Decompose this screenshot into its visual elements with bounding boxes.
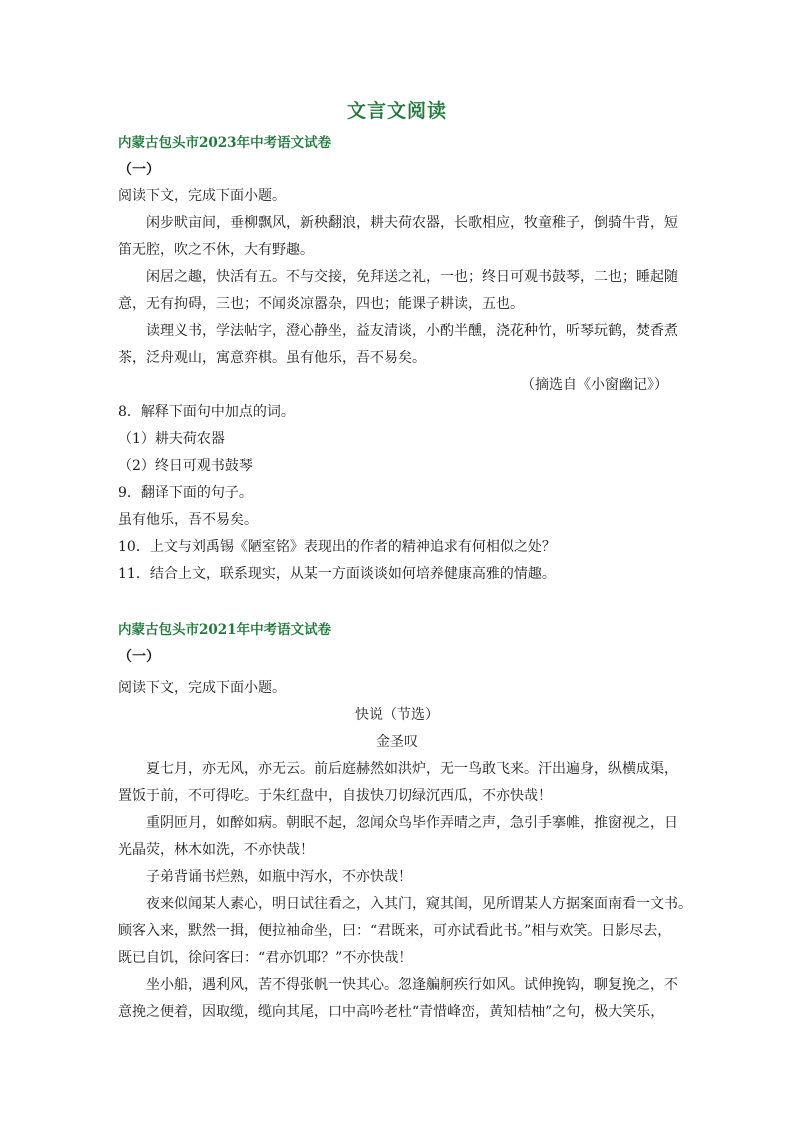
page-title: 文言文阅读 [346, 100, 447, 122]
paragraph-line: 顾客入来，默然一揖，便拉袖命坐，曰：“君既来，可亦试看此书。”相与欢笑。日影尽去， [118, 923, 672, 939]
paragraph-line: 闲居之趣，快活有五。不与交接，免拜送之礼，一也；终日可观书鼓琴，二也；睡起随 [146, 269, 678, 285]
source-label-2023: 内蒙古包头市2023年中考语文试卷 [118, 135, 332, 151]
question-9-sentence: 虽有他乐，吾不易矣。 [118, 512, 258, 528]
paragraph-line: 夏七月，亦无风，亦无云。前后庭赫然如洪炉，无一鸟敢飞来。汗出遍身，纵横成渠， [146, 761, 678, 777]
question-8-2: （2）终日可观书鼓琴 [118, 458, 253, 474]
passage-author: 金圣叹 [376, 734, 418, 750]
paragraph-line: 置饭于前，不可得吃。于朱红盘中，自拔快刀切绿沉西瓜，不亦快哉！ [118, 788, 552, 804]
paragraph-line: 光晶荧，林木如洗，不亦快哉！ [118, 842, 314, 858]
paragraph-line: 重阴匝月，如醉如病。朝眠不起，忽闻众鸟毕作弄晴之声，急引手搴帷，推窗视之，日 [146, 815, 678, 831]
question-10: 10．上文与刘禹锡《陋室铭》表现出的作者的精神追求有何相似之处？ [118, 539, 556, 555]
question-8: 8．解释下面句中加点的词。 [118, 404, 295, 420]
passage-heading: 快说（节选） [355, 707, 439, 723]
paragraph-line: 茶，泛舟观山，寓意弈棋。虽有他乐，吾不易矣。 [118, 350, 426, 366]
question-8-1: （1）耕夫荷农器 [118, 431, 225, 447]
citation: （摘选自《小窗幽记》） [521, 377, 668, 393]
paragraph-line: 坐小船，遇利风，苦不得张帆一快其心。忽逢艑舸疾行如风。试伸挽钩，聊复挽之，不 [146, 977, 678, 993]
paragraph-line: 读理义书，学法帖字，澄心静坐，益友清谈，小酌半醺，浇花种竹，听琴玩鹤，焚香煮 [146, 323, 678, 339]
instruction: 阅读下文，完成下面小题。 [118, 680, 286, 696]
paragraph-line: 夜来似闻某人素心，明日试往看之，入其门，窥其闺，见所谓某人方据案面南看一文书。 [146, 896, 692, 912]
question-9: 9．翻译下面的句子。 [118, 485, 253, 501]
paragraph-line: 既已自饥，徐问客曰：“君亦饥耶？”不亦快哉！ [118, 950, 413, 966]
paragraph-line: 意挽之便着，因取缆，缆向其尾，口中高吟老杜“青惜峰峦，黄知桔柚”之句，极大笑乐， [118, 1004, 665, 1020]
part-label: （一） [118, 649, 160, 665]
part-label: （一） [118, 162, 160, 178]
paragraph-line: 笛无腔，吹之不休，大有野趣。 [118, 242, 314, 258]
paragraph-line: 子弟背诵书烂熟，如瓶中泻水，不亦快哉！ [146, 869, 412, 885]
question-11: 11．结合上文，联系现实，从某一方面谈谈如何培养健康高雅的情趣。 [118, 566, 556, 582]
source-label-2021: 内蒙古包头市2021年中考语文试卷 [118, 622, 332, 638]
paragraph-line: 闲步畎亩间，垂柳飘风，新秧翻浪，耕夫荷农器，长歌相应，牧童稚子，倒骑牛背，短 [146, 215, 678, 231]
paragraph-line: 意，无有拘碍，三也；不闻炎凉嚣杂，四也；能课子耕读，五也。 [118, 296, 524, 312]
instruction: 阅读下文，完成下面小题。 [118, 188, 286, 204]
